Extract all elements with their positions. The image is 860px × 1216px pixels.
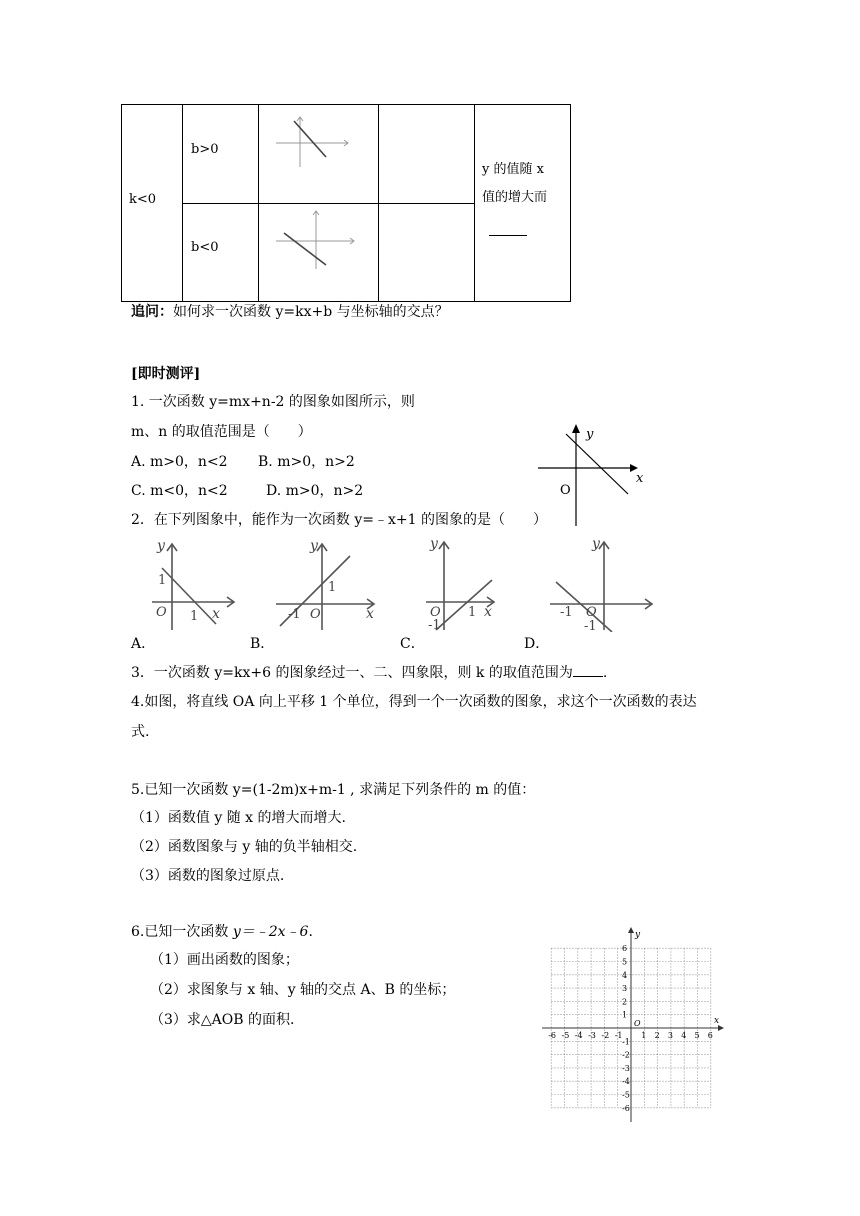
grid-x-tick: 5 — [694, 1031, 700, 1040]
grid-x-tick: 4 — [681, 1031, 687, 1040]
q5-part2: （2）函数图象与 y 轴的负半轴相交. — [131, 839, 358, 855]
grid-y-tick: 2 — [622, 997, 628, 1007]
q1-figure — [530, 420, 650, 530]
grid-y-tick: -4 — [622, 1077, 630, 1087]
grid-y-tick: -3 — [622, 1063, 630, 1073]
grid-y-tick: -2 — [622, 1050, 630, 1060]
q2-graph-c — [422, 534, 502, 632]
followup-question — [131, 302, 449, 322]
q5-stem: 5.已知一次函数 y=(1-2m)x+m-1 , 求满足下列条件的 m 的值： — [131, 782, 536, 798]
q2-graph-a — [150, 536, 250, 632]
grid-x-tick: -6 — [548, 1031, 556, 1040]
q2b-y-label: y — [310, 538, 318, 554]
q6-part3: （3）求△AOB 的面积. — [150, 1012, 295, 1028]
property-text-line2: 值的增大而 — [482, 190, 548, 205]
q2-label-b: B． — [250, 636, 275, 652]
q6-equation: y＝﹣2x﹣6 — [232, 924, 309, 940]
table-divider — [474, 105, 475, 301]
grid-y-tick: 1 — [622, 1010, 628, 1020]
q1-stem: 1. 一次函数 y=mx+n-2 的图象如图所示，则 — [131, 394, 415, 410]
q6-part1: （1）画出函数的图象； — [150, 952, 299, 968]
q6-stem — [131, 922, 313, 942]
grid-x-tick: 3 — [667, 1031, 673, 1040]
fill-in-blank — [489, 235, 527, 236]
property-text-line1: y 的值随 x — [482, 162, 544, 177]
grid-x-label: x — [714, 1016, 720, 1026]
q2a-origin: O — [156, 605, 167, 620]
q2b-tick-neg1: -1 — [288, 607, 301, 622]
q3-blank — [573, 662, 603, 677]
q2a-tick-1: 1 — [158, 573, 167, 588]
q1-fig-x: x — [636, 471, 644, 486]
q2-label-c: C． — [400, 636, 425, 652]
q4-line1: 4.如图，将直线 OA 向上平移 1 个单位，得到一个一次函数的图象，求这个一次函数的表达 — [131, 694, 697, 710]
grid-x-tick: -4 — [574, 1031, 583, 1040]
grid-y-tick: 5 — [622, 957, 628, 967]
q2b-x-label: x — [366, 606, 374, 622]
graph-k-neg-b-neg — [270, 205, 370, 271]
grid-x-tick: -1 — [614, 1031, 623, 1040]
q2c-tick-neg1: -1 — [428, 618, 441, 632]
grid-x-tick: -5 — [561, 1031, 570, 1040]
q6-coordinate-grid — [538, 924, 728, 1124]
q1-option-a: A. m>0，n<2 — [131, 454, 228, 470]
grid-x-tick: 6 — [707, 1031, 713, 1040]
function-property-table — [121, 104, 571, 302]
table-divider — [182, 203, 474, 204]
grid-x-tick: 2 — [654, 1031, 660, 1040]
q3-period: . — [602, 665, 608, 681]
grid-y-label: y — [635, 930, 641, 940]
followup-label: 追问： — [131, 304, 173, 320]
b-negative-label: b<0 — [191, 240, 219, 255]
q2c-origin: O — [430, 605, 441, 620]
grid-y-tick: 6 — [622, 944, 628, 954]
q6-part2: （2）求图象与 x 轴、y 轴的交点 A、B 的坐标； — [150, 982, 456, 998]
q2-label-a: A． — [131, 636, 156, 652]
q2-graph-d — [546, 534, 658, 632]
q2a-x-label: x — [212, 606, 220, 622]
grid-y-tick: -1 — [622, 1037, 630, 1047]
section-title: [即时测评] — [131, 366, 201, 382]
grid-x-tick: -2 — [601, 1031, 610, 1040]
q1-stem-2: m、n 的取值范围是（ ） — [131, 424, 312, 440]
q2d-y-label: y — [592, 536, 600, 552]
q1-option-c: C. m<0，n<2 — [131, 483, 228, 499]
grid-origin: O — [634, 1019, 641, 1028]
q6-stem-post: . — [308, 924, 313, 940]
q2d-origin: O — [586, 605, 597, 620]
q1-fig-o: O — [560, 483, 571, 498]
q2d-tick-neg1-y: -1 — [584, 619, 597, 632]
q2c-x-label: x — [484, 604, 492, 620]
q1-fig-y: y — [586, 427, 594, 442]
q1-option-d: D. m>0，n>2 — [266, 483, 364, 499]
q2a-y-label: y — [157, 538, 165, 554]
q3-text — [131, 662, 607, 683]
grid-y-tick: 3 — [622, 984, 628, 994]
grid-y-tick: -6 — [622, 1103, 630, 1113]
q2b-tick-1: 1 — [328, 580, 337, 595]
q5-part3: （3）函数的图象过原点. — [131, 868, 285, 884]
q2-stem: 2．在下列图象中，能作为一次函数 y=﹣x+1 的图象的是（ ） — [131, 512, 547, 528]
grid-y-tick: -5 — [622, 1090, 630, 1100]
grid-y-tick: 4 — [622, 970, 628, 980]
q5-part1: （1）函数值 y 随 x 的增大而增大. — [131, 810, 346, 826]
followup-text: 如何求一次函数 y=kx+b 与坐标轴的交点？ — [173, 304, 449, 320]
grid-x-tick: -3 — [588, 1031, 596, 1040]
q2b-origin: O — [310, 607, 321, 622]
graph-k-neg-b-pos — [270, 109, 370, 175]
k-condition: k<0 — [129, 192, 157, 207]
b-positive-label: b>0 — [191, 142, 219, 157]
q1-option-b: B. m>0，n>2 — [258, 454, 355, 470]
q2c-tick-1: 1 — [468, 605, 477, 620]
q2c-y-label: y — [430, 536, 438, 552]
q6-stem-pre: 6.已知一次函数 — [131, 924, 233, 940]
q4-line2: 式. — [131, 724, 150, 740]
q2a-tick-x1: 1 — [190, 609, 199, 624]
q3-question: 3．一次函数 y=kx+6 的图象经过一、二、四象限，则 k 的取值范围为 — [131, 665, 573, 681]
q2d-tick-neg1-x: -1 — [560, 605, 573, 620]
q2-graph-b — [272, 536, 382, 632]
grid-x-tick: 1 — [641, 1031, 647, 1040]
q2-label-d: D． — [524, 636, 550, 652]
